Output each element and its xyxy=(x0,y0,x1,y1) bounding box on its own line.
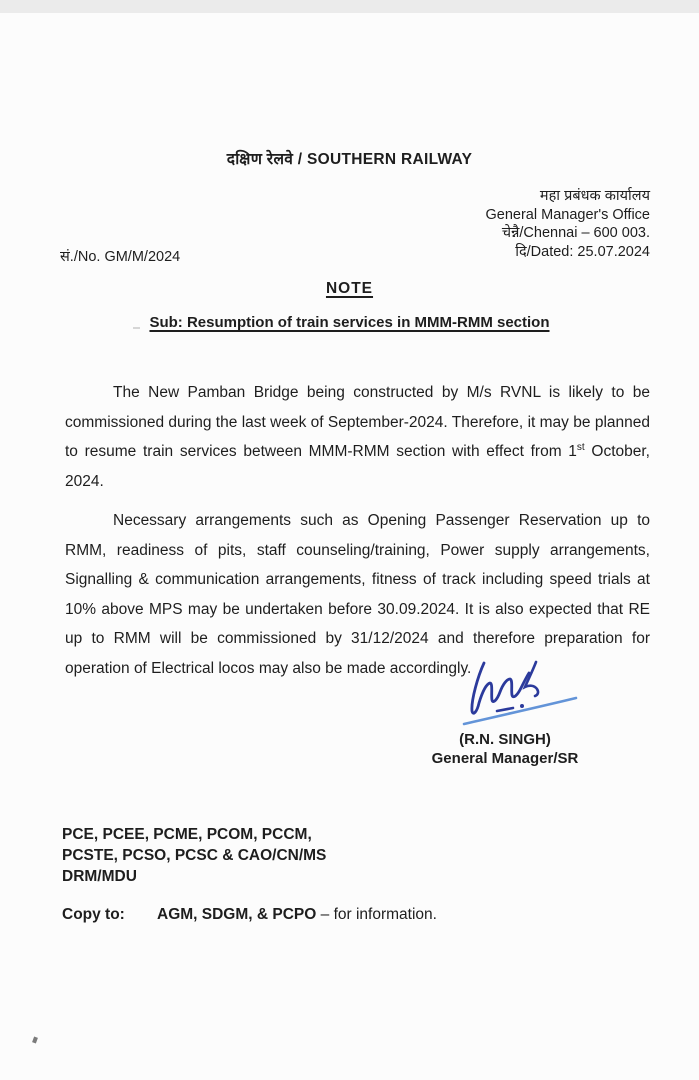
copy-to-names: AGM, SDGM, & PCPO xyxy=(157,906,317,923)
ordinal-superscript: st xyxy=(576,441,585,453)
copy-to-suffix: – for information. xyxy=(320,906,437,923)
office-city-line: चेन्नै/Chennai – 600 003. xyxy=(501,225,650,242)
note-heading: NOTE xyxy=(325,280,374,297)
signatory-name: (R.N. SINGH) xyxy=(459,731,551,748)
para1-text-start: The New Pamban Bridge being constructed by M/s RVNL is likely to be commissioned during the last week of September-2024. Therefore, it may be planned to resume train services between MMM-RMM section with effect from 1 xyxy=(65,384,650,460)
scan-edge-band xyxy=(0,0,699,13)
body-paragraph-2: Necessary arrangements such as Opening Passenger Reservation up to RMM, readiness of pits, staff counseling/training, Power supply arrangements, Signalling & communication arrangements, fitness of track including speed trials at 10% above MPS may be undertaken before 30.09.2024. It is also expected that RE up to RMM will be commissioned by 31/12/2024 and therefore preparation for operation of Electrical locos may also be made accordingly. xyxy=(65,512,650,677)
distribution-line: PCE, PCEE, PCME, PCOM, PCCM, xyxy=(62,826,312,843)
distribution-line: PCSTE, PCSO, PCSC & CAO/CN/MS xyxy=(62,847,327,864)
copy-to-line xyxy=(62,906,437,924)
office-name-hindi: महा प्रबंधक कार्यालय xyxy=(539,188,650,204)
copy-to-label: Copy to: xyxy=(62,906,125,923)
para1-text-end: October, 2024. xyxy=(65,443,650,490)
signatory-block xyxy=(415,731,595,768)
org-title: दक्षिण रेलवे / SOUTHERN RAILWAY xyxy=(226,151,473,168)
letter-date: दि/Dated: 25.07.2024 xyxy=(515,243,650,260)
body-paragraph-1 xyxy=(65,378,650,496)
distribution-list xyxy=(62,824,326,887)
distribution-line: DRM/MDU xyxy=(62,868,137,885)
office-address-block xyxy=(486,187,651,261)
signatory-designation: General Manager/SR xyxy=(431,749,579,767)
scan-artifact xyxy=(32,1036,38,1043)
office-name-english: General Manager's Office xyxy=(485,206,650,223)
subject-line: Sub: Resumption of train services in MMM-RMM section xyxy=(149,314,550,331)
reference-number: सं./No. GM/M/2024 xyxy=(60,249,181,265)
signature-ink xyxy=(454,654,586,732)
